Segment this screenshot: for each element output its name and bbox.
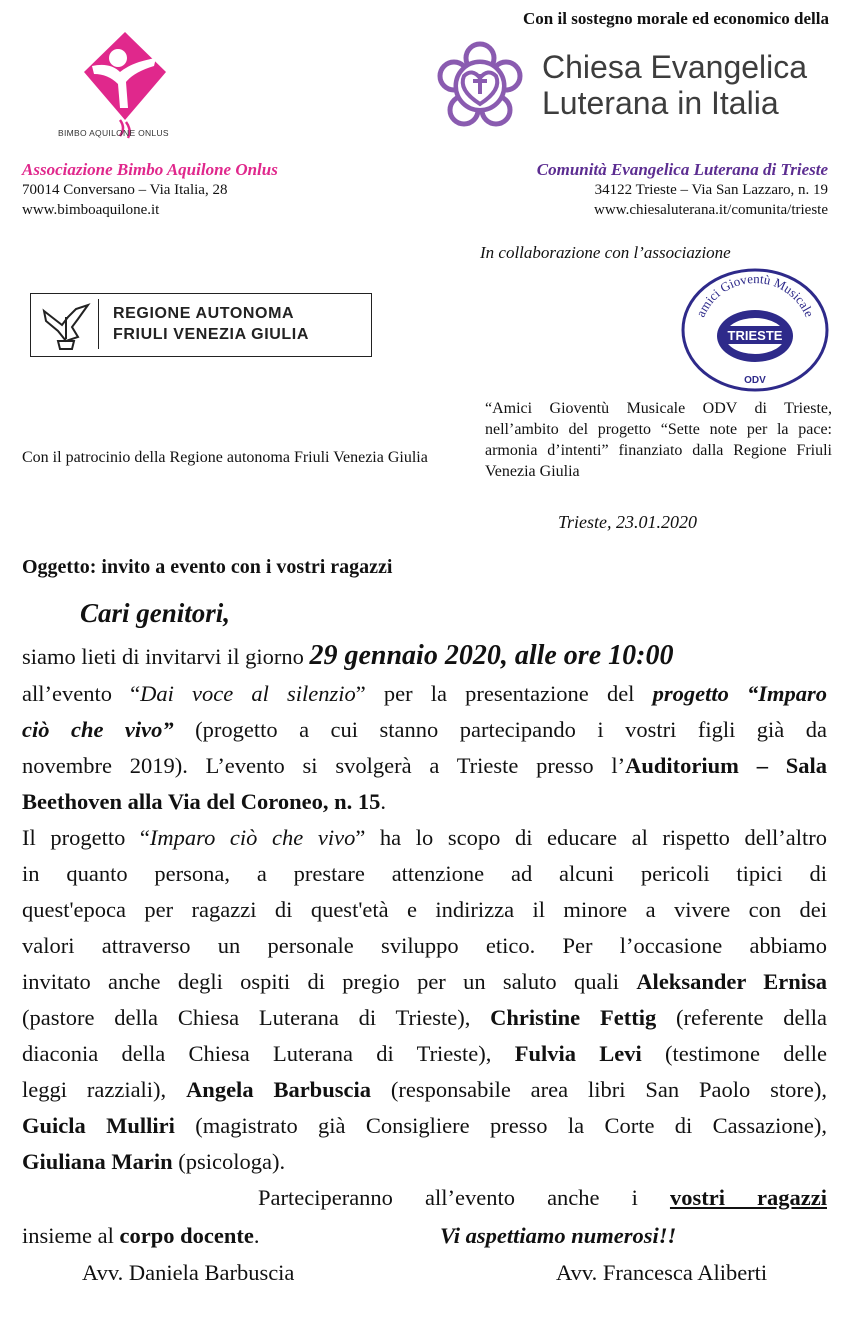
letter-date: Trieste, 23.01.2020 <box>558 512 698 532</box>
eagle-icon <box>38 297 94 353</box>
region-logo-text <box>113 303 309 345</box>
amici-logo-bottom: ODV <box>744 375 766 386</box>
sponsor-note: Con il sostegno morale ed economico della <box>523 9 829 28</box>
body-line-17: insieme al corpo docente. <box>22 1223 260 1248</box>
body-line-2: all’evento “Dai voce al silenzio” per la presentazione del progetto “Imparo <box>22 681 827 706</box>
body-line-11: (pastore della Chiesa Luterana di Trieste), Christine Fettig (referente della <box>22 1005 827 1030</box>
bimbo-logo-caption: BIMBO AQUILONE ONLUS <box>58 128 169 138</box>
region-logo-line2: FRIULI VENEZIA GIULIA <box>113 326 310 343</box>
event-title: Dai voce al silenzio <box>140 681 356 706</box>
body-line-3: ciò che vivo” (progetto a cui stanno partecipando i vostri figli già da <box>22 717 828 742</box>
body-line-10: invitato anche degli ospiti di pregio per un saluto quali Aleksander Ernisa <box>22 969 827 994</box>
left-organization <box>22 160 402 220</box>
region-logo-divider <box>98 299 99 349</box>
right-organization <box>408 160 828 220</box>
body-line-12: diaconia della Chiesa Luterana di Trieste), Fulvia Levi (testimone delle <box>22 1041 828 1066</box>
body-line-6: Il progetto “Imparo ciò che vivo” ha lo scopo di educare al rispetto dell’altro <box>22 825 827 850</box>
body-line-16: Parteciperanno all’evento anche i vostri ragazzi <box>258 1185 827 1210</box>
amici-logo-center: TRIESTE <box>727 328 783 343</box>
cel-logo-text <box>542 49 807 121</box>
amici-gioventu-logo <box>680 268 830 392</box>
left-org-name: Associazione Bimbo Aquilone Onlus <box>22 160 278 179</box>
body-line-13: leggi razziali), Angela Barbuscia (responsabile area libri San Paolo store), <box>22 1077 828 1102</box>
right-org-website: www.chiesaluterana.it/comunita/trieste <box>594 202 828 218</box>
region-logo-line1: REGIONE AUTONOMA <box>113 305 295 322</box>
body-line-4: novembre 2019). L’evento si svolgerà a Trieste presso l’Auditorium – Sala <box>22 753 827 778</box>
luther-rose-icon <box>428 36 532 136</box>
right-org-address: 34122 Trieste – Via San Lazzaro, n. 19 <box>594 182 828 198</box>
body-line-14: Guicla Mulliri (magistrato già Consigliere presso la Corte di Cassazione), <box>22 1113 827 1138</box>
body-line-15: Giuliana Marin (psicologa). <box>22 1149 286 1174</box>
body-line-5: Beethoven alla Via del Coroneo, n. 15. <box>22 789 386 814</box>
left-org-address: 70014 Conversano – Via Italia, 28 <box>22 182 228 198</box>
cel-logo-line1: Chiesa Evangelica <box>542 49 808 85</box>
cel-logo-line2: Luterana in Italia <box>542 85 779 121</box>
amici-description: “Amici Gioventù Musicale ODV di Trieste, nell’ambito del progetto “Sette note per la pace: armonia d’intenti” finanziato dalla Regione Friuli Venezia Giulia <box>485 400 832 480</box>
signature-left: Avv. Daniela Barbuscia <box>82 1260 295 1285</box>
body-line-1: siamo lieti di invitarvi il giorno 29 gennaio 2020, alle ore 10:00 <box>22 640 674 671</box>
body-line-7: in quanto persona, a prestare attenzione ad alcuni pericoli tipici di <box>22 861 827 886</box>
event-date: 29 gennaio 2020, alle ore 10:00 <box>309 640 674 671</box>
left-org-website: www.bimboaquilone.it <box>22 202 160 218</box>
closing-line: Vi aspettiamo numerosi!! <box>440 1223 677 1248</box>
amici-logo-arc: amici Gioventù Musicale <box>692 270 818 320</box>
greeting: Cari genitori, <box>80 598 231 628</box>
signature-right: Avv. Francesca Aliberti <box>556 1260 768 1285</box>
collaboration-note: In collaborazione con l’associazione <box>480 243 731 262</box>
right-org-name: Comunità Evangelica Luterana di Trieste <box>536 160 828 179</box>
patrocinio-note: Con il patrocinio della Regione autonoma Friuli Venezia Giulia <box>22 449 428 466</box>
letter-subject: Oggetto: invito a evento con i vostri ragazzi <box>22 556 393 578</box>
bimbo-aquilone-logo <box>70 28 180 140</box>
body-line-8: quest'epoca per ragazzi di quest'età e indirizza il minore a vivere con dei <box>22 897 827 922</box>
body-line-9: valori attraverso un personale sviluppo etico. Per l’occasione abbiamo <box>22 933 827 958</box>
